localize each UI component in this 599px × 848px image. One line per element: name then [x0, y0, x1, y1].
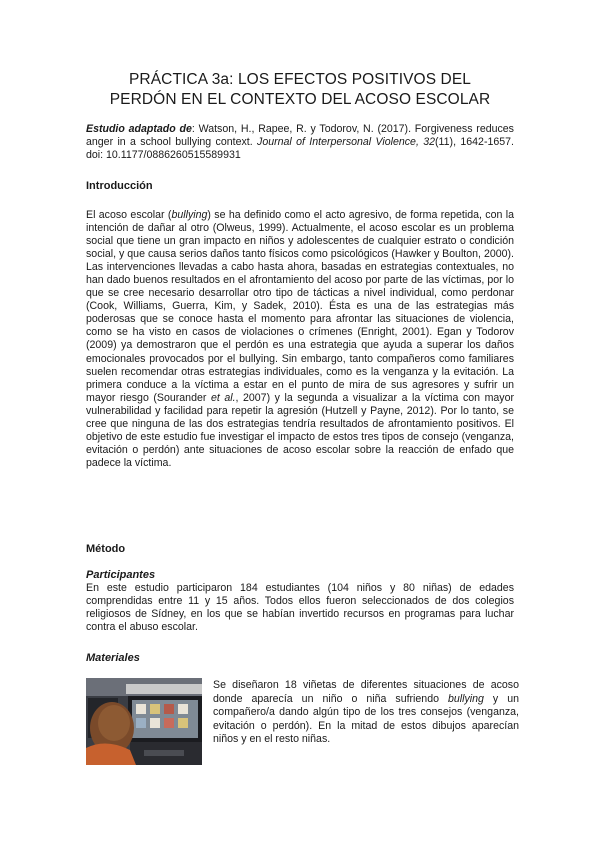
- citation-label: Estudio adaptado de: [86, 123, 192, 135]
- title-line-1: PRÁCTICA 3a: LOS EFECTOS POSITIVOS DEL: [128, 71, 472, 88]
- intro-heading: Introducción: [86, 180, 153, 192]
- materials-heading: Materiales: [86, 652, 140, 664]
- materials-text-2: y un compañero/a dando algún tipo de los tres consejos (venganza, evitación o perdón). En la mitad de estos dibujos aparecían niños y en el resto niñas.: [213, 692, 519, 746]
- citation: [86, 123, 514, 163]
- intro-text-1: El acoso escolar (: [86, 209, 172, 221]
- intro-text-2: ) se ha definido como el acto agresivo, de forma repetida, con la intención de dañar al otro (Olweus, 1999). Actualmente, el acoso escolar es un problema social que tiene un gran impacto en niños y adolescentes de cualquier estrato o condición social, y que causa serios daños tanto físicos como psicológicos (Hawker y Boulton, 2000). Las intervenciones llevadas a cabo hasta ahora, basadas en estrategias contextuales, no han dado buenos resultados en el afrontamiento del acoso por parte de las víctimas, por lo que se cree necesario desarrollar otro tipo de tácticas a nivel individual, como perdonar (Cook, Williams, Guerra, Kim, y Sadek, 2010). Ésta es una de las estrategias más poderosas que se conoce hasta el momento para afrontar las situaciones de violencia, como se ha visto en casos de violaciones o crímenes (Enright, 2001). Egan y Todorov (2009) ya demostraron que el perdón es una estrategia que ayuda a superar los daños emocionales provocados por el bullying. Sin embargo, tanto compañeros como familiares suelen recomendar otras estrategias individuales, como es la venganza y la evitación. La primera conduce a la víctima a estar en el punto de mira de sus agresores y sufrir un mayor riesgo (Sourander: [86, 209, 514, 404]
- citation-journal: Journal of Interpersonal Violence, 32: [257, 136, 436, 149]
- intro-paragraph: [86, 209, 514, 470]
- materials-paragraph: [213, 679, 519, 747]
- materials-text-1: Se diseñaron 18 viñetas de diferentes situaciones de acoso donde aparecía un niño o niña sufriendo: [213, 679, 519, 705]
- intro-et-al: et al.: [210, 391, 236, 404]
- photo-illustration: [86, 678, 202, 765]
- materials-term-bullying: bullying: [447, 692, 484, 705]
- citation-details: (11), 1642-1657. doi: 10.1177/0886260515589931: [86, 136, 514, 162]
- method-heading: Método: [86, 543, 126, 555]
- participants-heading: Participantes: [86, 569, 156, 581]
- classroom-computer-photo: [86, 678, 202, 765]
- intro-text-3: , 2007) y la segunda a visualizar a la víctima con mayor vulnerabilidad y facilidad para repetir la agresión (Hutzell y Payne, 2012). Por lo tanto, se cree que ninguna de las dos estrategias tendría resultados de afrontamiento positivos. El objetivo de este estudio fue investigar el impacto de estos tres tipos de consejo (venganza, evitación o perdón) ante situaciones de acoso escolar sobre la reacción de enfado que padece la víctima.: [86, 391, 515, 469]
- page-title: [60, 70, 540, 110]
- participants-paragraph: En este estudio participaron 184 estudiantes (104 niños y 80 niñas) de edades comprendidas entre 11 y 15 años. Todos ellos fueron seleccionados de dos colegios religiosos de Sídney, en los que se habían invertido recursos en programas para luchar contra el abuso escolar.: [86, 582, 514, 634]
- title-line-2: PERDÓN EN EL CONTEXTO DEL ACOSO ESCOLAR: [109, 91, 491, 108]
- intro-term-bullying: bullying: [171, 209, 208, 221]
- citation-authors: : Watson, H., Rapee, R. y Todorov, N. (2017). Forgiveness reduces anger in a school bullying context.: [86, 123, 514, 149]
